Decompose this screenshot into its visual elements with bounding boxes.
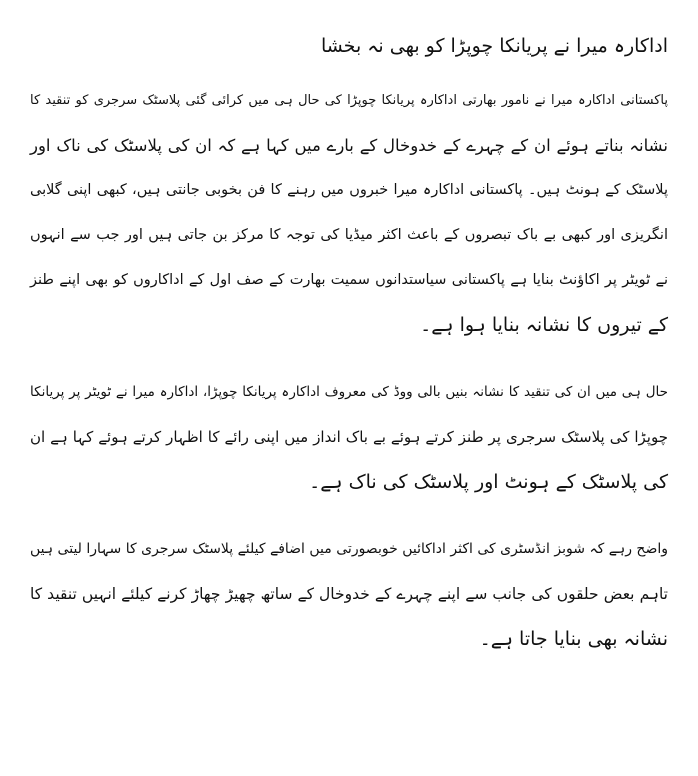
paragraph-line: نشانہ بھی بنایا جاتا ہے۔	[479, 628, 668, 650]
paragraph-line: کی پلاسٹک کے ہونٹ اور پلاسٹک کی ناک ہے۔	[309, 471, 668, 493]
paragraph-line: انگریزی اور کبھی بے باک تبصروں کے باعث اکثر میڈیا کی توجہ کا مرکز بن جاتی ہیں اور جب سے انہوں	[30, 227, 668, 243]
paragraph-line: پاکستانی اداکارہ میرا نے نامور بھارتی اداکارہ پریانکا چوپڑا کی حال ہی میں کرائی گئی پلاسٹک سرجری کو تنقید کا	[30, 93, 668, 108]
article-paragraph-2	[30, 370, 668, 505]
paragraph-line: واضح رہے کہ شوبز انڈسٹری کی اکثر اداکائیں خوبصورتی میں اضافے کیلئے پلاسٹک سرجری کا سہارا لیتی ہیں	[30, 541, 668, 557]
paragraph-line: نشانہ بناتے ہوئے ان کے چہرے کے خدوخال کے بارے میں کہا ہے کہ ان کی پلاسٹک کی ناک اور	[30, 136, 668, 155]
article	[30, 0, 668, 662]
article-paragraph-3	[30, 527, 668, 662]
paragraph-line: حال ہی میں ان کی تنقید کا نشانہ بنیں بالی ووڈ کی معروف اداکارہ پریانکا چوپڑا، اداکارہ میرا نے ٹویٹر پر پریانکا	[30, 384, 668, 400]
paragraph-line: پلاسٹک کے ہونٹ ہیں۔ پاکستانی اداکارہ میرا خبروں میں رہنے کا فن بخوبی جانتی ہیں، کبھی اپنی گلابی	[30, 182, 668, 198]
paragraph-line: تاہم بعض حلقوں کی جانب سے اپنے چہرے کے خدوخال کے ساتھ چھیڑ چھاڑ کرنے کیلئے انہیں تنقید کا	[30, 585, 668, 603]
paragraph-line: چوپڑا کی پلاسٹک سرجری پر طنز کرتے ہوئے بے باک انداز میں اپنی رائے کا اظہار کرتے ہوئے کہا ہے ان	[30, 428, 668, 446]
article-headline: اداکارہ میرا نے پریانکا چوپڑا کو بھی نہ بخشا	[320, 35, 668, 57]
article-paragraph-1	[30, 78, 668, 348]
paragraph-line: نے ٹویٹر پر اکاؤنٹ بنایا ہے پاکستانی سیاستدانوں سمیت بھارت کے صف اول کے اداکاروں کو بھی اپنے طنز	[30, 272, 668, 288]
paragraph-line: کے تیروں کا نشانہ بنایا ہوا ہے۔	[420, 314, 668, 336]
